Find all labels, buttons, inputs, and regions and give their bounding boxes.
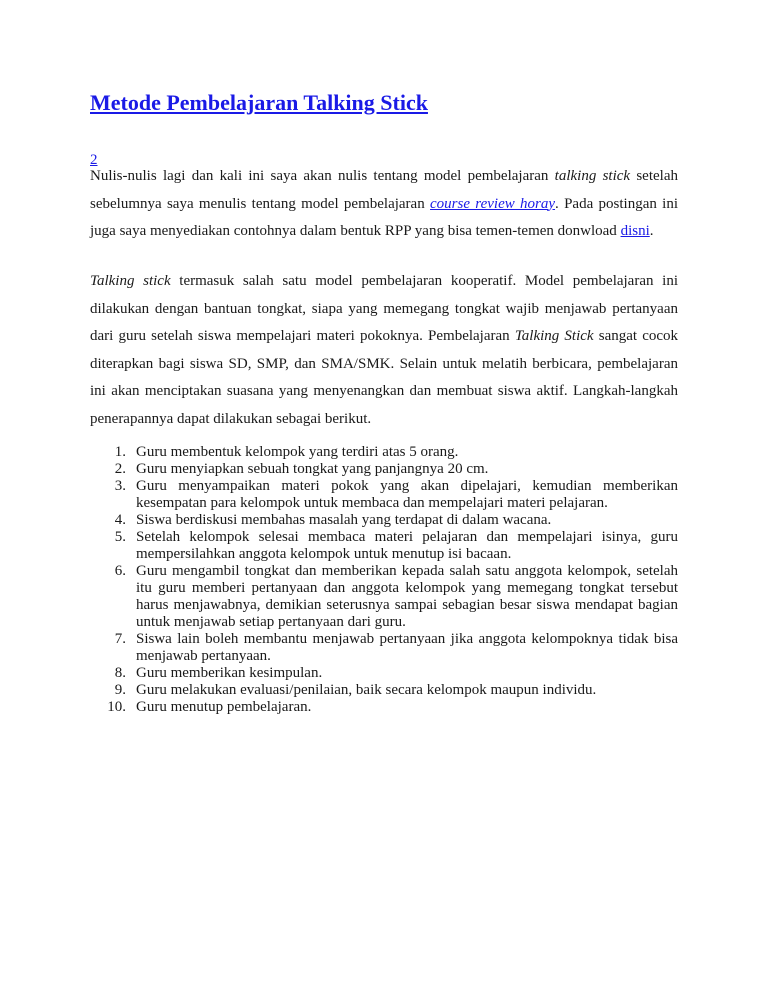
list-item xyxy=(90,631,678,665)
list-item xyxy=(90,682,678,699)
list-item-number: 8. xyxy=(114,665,126,681)
list-item xyxy=(90,699,678,716)
list-item-number: 2. xyxy=(114,461,126,477)
list-item-number: 6. xyxy=(114,563,126,579)
list-item-text: Siswa berdiskusi membahas masalah yang terdapat di dalam wacana. xyxy=(136,512,552,528)
list-item xyxy=(90,478,678,512)
list-item-text: Guru menyampaikan materi pokok yang akan dipelajari, kemudian memberikan kesempatan para kelompok untuk membaca dan mempelajari materi pelajaran. xyxy=(136,478,678,511)
list-item-number: 7. xyxy=(114,631,126,647)
intro-text-c: . Pada postingan ini juga saya menyediakan contohnya dalam bentuk RPP yang bisa temen-temen donwload xyxy=(90,195,678,240)
list-item xyxy=(90,563,678,631)
course-review-horay-link[interactable] xyxy=(430,196,555,212)
intro-paragraph xyxy=(90,163,678,246)
list-item-text: Guru membentuk kelompok yang terdiri atas 5 orang. xyxy=(136,444,459,460)
list-item-number: 3. xyxy=(114,478,126,494)
title-link[interactable]: Metode Pembelajaran Talking Stick xyxy=(90,90,428,115)
list-item-number: 10. xyxy=(107,699,126,715)
description-paragraph xyxy=(90,268,678,434)
description-text-b: sangat cocok diterapkan bagi siswa SD, SMP, dan SMA/SMK. Selain untuk melatih berbicara, pembelajaran ini akan menciptakan suasana yang menyenangkan dan membuat siswa aktif. Langkah-langkah penerapannya dapat dilakukan sebagai berikut. xyxy=(90,328,679,427)
list-item xyxy=(90,529,678,563)
list-item-text: Setelah kelompok selesai membaca materi pelajaran dan mempelajari isinya, guru mempersilahkan anggota kelompok untuk menutup isi bacaan. xyxy=(136,529,678,562)
comment-count-link[interactable]: 2 xyxy=(90,152,98,168)
intro-text-b: setelah sebelumnya saya menulis tentang model pembelajaran xyxy=(90,168,678,212)
list-item-text: Guru mengambil tongkat dan memberikan kepada salah satu anggota kelompok, setelah itu guru memberi pertanyaan dan anggota kelompok yang memegang tongkat tersebut harus menjawabnya, demikian seterusnya sampai sebagian besar siswa mendapat bagian untuk menjawab setiap pertanyaan dari guru. xyxy=(136,563,678,630)
download-link[interactable]: disni xyxy=(620,223,650,240)
list-item-number: 9. xyxy=(114,682,126,698)
list-item-number: 1. xyxy=(114,444,126,460)
description-text-a: termasuk salah satu model pembelajaran kooperatif. Model pembelajaran ini dilakukan dengan bantuan tongkat, siapa yang memegang tongkat wajib menjawab pertanyaan dari guru setelah siswa mempelajari materi pokoknya. Pembelajaran xyxy=(90,273,678,345)
list-item-number: 5. xyxy=(114,529,126,545)
course-review-horay-link-text: course review horay xyxy=(430,195,556,212)
list-item-text: Guru menutup pembelajaran. xyxy=(136,699,312,715)
description-italic-term-a: Talking stick xyxy=(90,273,171,289)
list-item-text: Siswa lain boleh membantu menjawab pertanyaan jika anggota kelompoknya tidak bisa menjawab pertanyaan. xyxy=(136,631,678,664)
intro-text-a: Nulis-nulis lagi dan kali ini saya akan nulis tentang model pembelajaran xyxy=(90,168,555,184)
list-item xyxy=(90,461,678,478)
list-item-number: 4. xyxy=(114,512,126,528)
list-item-text: Guru memberikan kesimpulan. xyxy=(136,665,323,681)
description-italic-term-b: Talking Stick xyxy=(514,328,594,345)
page-title xyxy=(90,88,428,118)
list-item xyxy=(90,444,678,461)
intro-italic-term: talking stick xyxy=(554,168,631,184)
list-item xyxy=(90,665,678,682)
list-item xyxy=(90,512,678,529)
intro-text-d: . xyxy=(649,223,654,240)
list-item-text: Guru menyiapkan sebuah tongkat yang panjangnya 20 cm. xyxy=(136,461,489,477)
list-item-text: Guru melakukan evaluasi/penilaian, baik secara kelompok maupun individu. xyxy=(136,682,597,698)
steps-list xyxy=(90,444,678,716)
